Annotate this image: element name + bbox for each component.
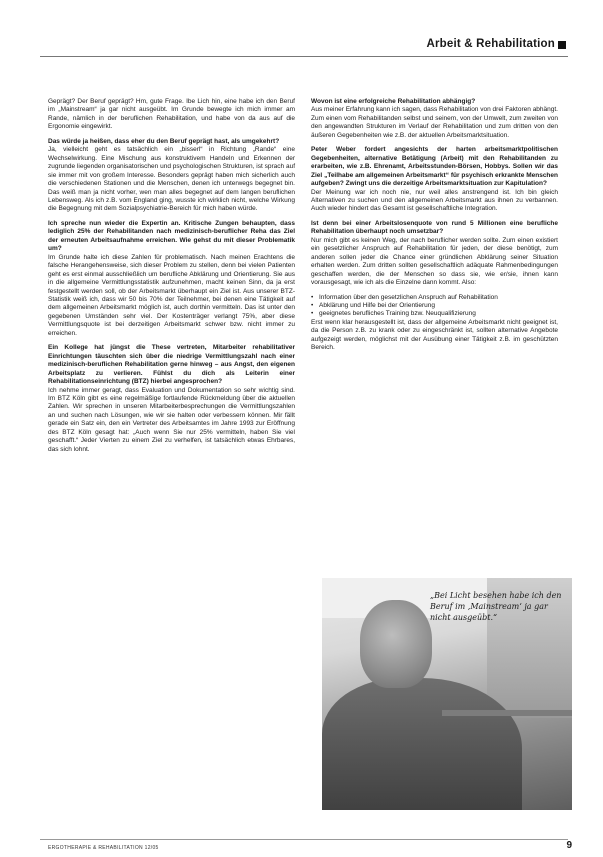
interview-answer: Geprägt? Der Beruf geprägt? Hm, gute Frage. Ibe Lich hin, eine habe ich den Beruf im „Mainstream“ ja gar nicht ausgeübt. Im Grunde bewegte ich mich immer am Rande, nämlich in der beruflichen Rehabilitation, und habe von da aus auf die Ergonomie eingewirkt. xyxy=(48,98,295,131)
photo-railing xyxy=(442,710,572,716)
photo-person-head xyxy=(360,600,432,688)
page-number: 9 xyxy=(566,840,572,851)
right-text-column xyxy=(311,98,558,359)
left-text-column xyxy=(48,98,295,460)
page-header xyxy=(0,34,603,58)
interview-question: Ich spreche nun wieder die Expertin an. Kritische Zungen behaupten, dass lediglich 25% der Rehabilitanden nach medizinisch-beruflicher Reha das Ziel der erneuten Arbeitsaufnahme erreichen. Wie gehst du mit dieser Problematik um? xyxy=(48,219,295,253)
page-footer xyxy=(40,839,572,853)
bullet-item: • Abklärung und Hilfe bei der Orientierung xyxy=(311,302,558,310)
photo-quote: „Bei Licht besehen habe ich den Beruf im ‚Mainstream‘ ja gar nicht ausgeübt.“ xyxy=(430,591,562,622)
bullet-item: • geeignetes berufliches Training bzw. Neuqualifizierung xyxy=(311,310,558,318)
interview-answer: Der Meinung war ich noch nie, nur weil alles anstrengend ist. Ich bin gleich Alternativen zu suchen und den allgemeinen Arbeitsmarkt aus ihnen zu verbannen. Auch wieder hindert das Gesamt ist gesellschaftliche Integration. xyxy=(311,188,558,213)
interview-question: Das würde ja heißen, dass eher du den Beruf geprägt hast, als umgekehrt? xyxy=(48,137,280,145)
photo-person-body xyxy=(322,678,522,810)
interview-answer: Im Grunde halte ich diese Zahlen für problematisch. Nach meinen Erachtens die falsche Herangehensweise, sich dieser Problem zu stellen, denn bei vielen Patienten geht es erst einmal ausschließlich um berufliche Abklärung und Orientierung. Sie aus in die allgemeine Vermittlungsstatistik aufzunehmen, macht keinen Sinn, da ja erst festgestellt werden soll, ob der Arbeitsmarkt überhaupt ein Ziel ist. Aus unserer BTZ-Statistik weiß ich, dass wir 50 bis 70% der Teilnehmer, bei denen eine Tätigkeit auf dem allgemeinen Arbeitsmarkt möglich ist, auch dorthin vermitteln. Das ist unter den gegebenen Umständen sehr viel. Der Kostenträger verlangt 75%, aber diese Vermittlungsquote ist bei derzeitigen Arbeitsmarkt schwer bzw. nicht immer zu erreichen. xyxy=(48,253,295,337)
interview-answer: Aus meiner Erfahrung kann ich sagen, dass Rehabilitation von drei Faktoren abhängt. Zum einen vom Rehabilitanden selbst und seinem, von der Umwelt, zum zweiten von den angewandten Strukturen im Verlauf der Rehabilitation und zum dritten von den äußeren Gegebenheiten wie z.B. der aktuellen Arbeitsmarktsituation. xyxy=(311,106,558,139)
interview-answer: Erst wenn klar herausgestellt ist, dass der allgemeine Arbeitsmarkt nicht geeignet ist, da die Person z.B. zu krank oder zu eingeschränkt ist, sollten alternative Angebote aufgezeigt werden, möglichst mit der Ausübung einer Tätigkeit z.B. im geschützten Bereich. xyxy=(311,318,558,352)
interview-question: Ein Kollege hat jüngst die These vertreten, Mitarbeiter rehabilitativer Einrichtungen täuschten sich über die niedrige Vermittlungszahl nach einer medizinisch-beruflichen Rehabilitation gerne hinweg – aus Angst, den eigenen Arbeitsplatz zu verlieren. Fühlst du dich als Leiterin einer Rehabilitationseinrichtung (BTZ) hierbei angesprochen? xyxy=(48,344,295,386)
journal-name: ERGOTHERAPIE & REHABILITATION 12/05 xyxy=(48,845,159,851)
bullet-list xyxy=(311,294,558,319)
footer-rule xyxy=(40,839,568,840)
interview-answer: Ja, vielleicht geht es tatsächlich ein „bisserl“ in Richtung „Rande“ eine Wechselwirkung. Eine Mischung aus konstruktivem Handeln und Erkennen der zugrunde liegenden organisatorischen und psychologischen Strukturen, ist sprach auf sie immer mit von großem Interesse. Besonders geprägt haben mich sicherlich auch die verschiedenen Stationen und die Menschen, denen ich unterwegs begegnet bin. Das weiß man ja nicht vorher, wen man alles begegnet auf dem langen beruflichen Lebensweg. Als ich z.B. vom England ging, wusste ich wirklich nicht, welche Wirkung die Begegnung mit dem Sozialpsychiatrie-Bereich für mich haben würde. xyxy=(48,146,295,213)
interview-answer: Nur mich gibt es keinen Weg, der nach beruflicher werden sollte. Zum einen existiert ein gesetzlicher Anspruch auf Rehabilitation für jeden, der diese benötigt, zum anderen sollen jeder die Chance einer gründlichen Abklärung seiner Situation erhalten werden. Zum dritten sollten gesellschaftlich adäquate Rahmenbedingungen geschaffen werden, die der Menschen so dass sie, wie er/sie, ihnen kann vorausgesagt, wie ich als die Einzelne dann kommt. Also: xyxy=(311,236,558,287)
header-rule xyxy=(40,56,568,57)
section-marker-square xyxy=(558,41,566,49)
interview-answer: Ich nehme immer geragt, dass Evaluation und Dokumentation so sehr wichtig sind. Im BTZ Köln gibt es eine regelmäßige fortlaufende Rückmeldung über die aktuellen Zahlen. Wir sprechen in unseren Mitarbeiterbesprechungen die Vermittlungszahlen an und suchen nach Lösungen, wie wir sie halten oder verbessern können. Mir fällt gerade ein Satz ein, den ein Vertreter des Arbeitsamtes im Jahre 1993 zur Eröffnung des BTZ Köln gesagt hat: „Auch wenn Sie nur 25% vermitteln, haben Sie viel geschafft.“ Jeder Vierten zu einem Ziel zu verhelfen, ist tatsächlich etwas Ehrbares, das sich lohnt. xyxy=(48,386,295,453)
section-title: Arbeit & Rehabilitation xyxy=(426,38,555,50)
bullet-item: • Information über den gesetzlichen Anspruch auf Rehabilitation xyxy=(311,294,558,302)
interview-question: Peter Weber fordert angesichts der harten arbeitsmarktpolitischen Gegebenheiten, alternative Betätigung (Arbeit) mit den Rehabilitanden zu erarbeiten, wie z.B. Ehrenamt, Arbeitsstunden-Börsen, Hobbys. Sollen wir das Ziel „Teilhabe am allgemeinen Arbeitsmarkt“ für psychisch erkrankte Menschen aufgeben? Zwingt uns die derzeitige Arbeitsmarktsituation zur Kapitulation? xyxy=(311,146,558,188)
interview-question: Wovon ist eine erfolgreiche Rehabilitation abhängig? xyxy=(311,98,476,105)
interview-question: Ist denn bei einer Arbeitslosenquote von rund 5 Millionen eine berufliche Rehabilitation überhaupt noch umsetzbar? xyxy=(311,219,558,236)
